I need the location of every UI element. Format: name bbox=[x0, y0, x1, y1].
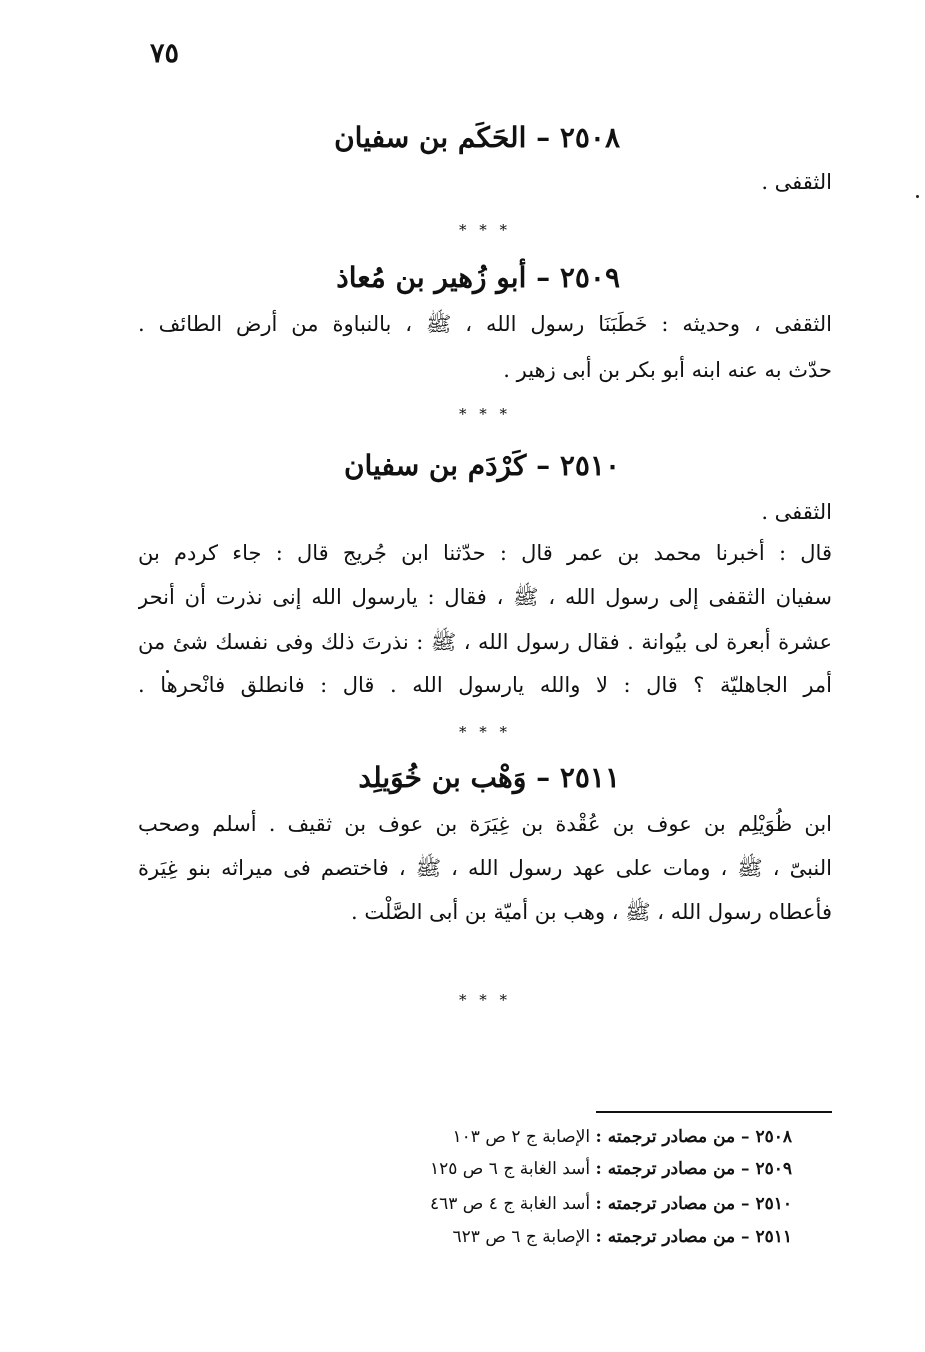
entry-title-2509: ٢٥٠٩ – أبو زُهير بن مُعاذ bbox=[336, 261, 620, 294]
entry-2511-line-1: ابن ظُوَيْلِم بن عوف بن عُقْدة بن غِيَرَة بن عوف بن ثقيف . أسلم وصحب bbox=[138, 812, 832, 836]
footnote-lead: ٢٥١٠ – من مصادر ترجمته : bbox=[595, 1194, 792, 1214]
page-number: ٧٥ bbox=[150, 38, 180, 69]
footnote-lead: ٢٥١١ – من مصادر ترجمته : bbox=[595, 1227, 792, 1247]
entry-2510-line-4: عشرة أبعرة لى بيُوانة . فقال رسول الله ، ﷺ : نذرتَ ذلك وفى نفسك شئ من bbox=[138, 630, 832, 654]
footnote-lead: ٢٥٠٩ – من مصادر ترجمته : bbox=[595, 1159, 792, 1179]
footnote-2509 bbox=[340, 1154, 792, 1184]
entry-2510-line-1: الثقفى . bbox=[761, 500, 832, 524]
separator-stars: * * * bbox=[458, 221, 512, 239]
footnote-2511 bbox=[340, 1222, 792, 1252]
footnote-source: الإصابة ج ٦ ص ٦٢٣ bbox=[452, 1227, 591, 1247]
entry-2510-line-5: أمر الجاهليّة ؟ قال : لا والله يارسول الله . قال : فانطلق فانْحرها . bbox=[138, 673, 832, 697]
entry-2510-line-2: قال : أخبرنا محمد بن عمر قال : حدّثنا ابن جُريج قال : جاء كردم بن bbox=[138, 541, 832, 565]
entry-title-2508: ٢٥٠٨ – الحَكَم بن سفيان bbox=[334, 121, 620, 154]
entry-2511-line-3: فأعطاه رسول الله ، ﷺ ، وهب بن أميّة بن أبى الصَّلْت . bbox=[351, 900, 832, 924]
footnote-source: أسد الغابة ج ٦ ص ١٢٥ bbox=[430, 1159, 591, 1179]
separator-stars: * * * bbox=[458, 723, 512, 741]
entry-2509-line-2: حدّث به عنه ابنه أبو بكر بن أبى زهير . bbox=[503, 358, 832, 382]
ink-speck bbox=[166, 670, 169, 673]
footnote-source: أسد الغابة ج ٤ ص ٤٦٣ bbox=[430, 1194, 591, 1214]
entry-title-2511: ٢٥١١ – وَهْب بن خُوَيلِد bbox=[358, 761, 620, 794]
footnote-2510 bbox=[340, 1189, 792, 1219]
separator-stars: * * * bbox=[458, 991, 512, 1009]
entry-2510-line-3: سفيان الثقفى إلى رسول الله ، ﷺ ، فقال : يارسول الله إنى نذرت أن أنحر bbox=[138, 585, 832, 609]
footnote-lead: ٢٥٠٨ – من مصادر ترجمته : bbox=[595, 1127, 792, 1147]
entry-2511-line-2: النبىّ ، ﷺ ، ومات على عهد رسول الله ، ﷺ ، فاختصم فى ميراثه بنو غِيَرة bbox=[138, 856, 832, 880]
footnote-source: الإصابة ج ٢ ص ١٠٣ bbox=[452, 1127, 591, 1147]
entry-2509-line-1: الثقفى ، وحديثه : خَطَبَنَا رسول الله ، ﷺ ، بالنباوة من أرض الطائف . bbox=[138, 312, 832, 336]
entry-2508-line-1: الثقفى . bbox=[761, 170, 832, 194]
footnote-rule bbox=[596, 1111, 832, 1113]
separator-stars: * * * bbox=[458, 405, 512, 423]
entry-title-2510: ٢٥١٠ – كَرْدَم بن سفيان bbox=[343, 449, 620, 482]
footnote-2508 bbox=[340, 1122, 792, 1152]
margin-mark bbox=[916, 195, 919, 198]
